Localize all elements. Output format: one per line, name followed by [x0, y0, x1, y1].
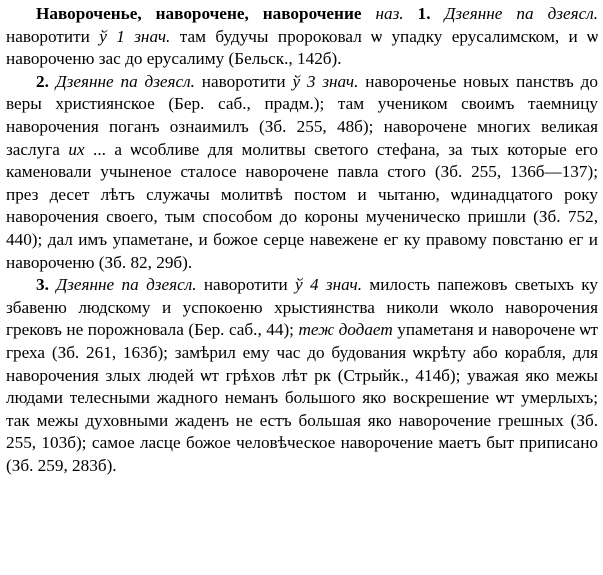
sense-1-reference: ў 1 знач. [99, 26, 171, 46]
sense-1-number: 1. [417, 4, 431, 23]
sense-2-citations-a: навороченье новых панствъ до веры християнское (Бер. саб., прадм.); там учеником своимъ таемницу наворочения поганъ ознаимилъ (Зб. 255, 48б); наворочене многих великая заслуга [6, 71, 598, 159]
sense-3-reference: ў 4 знач. [295, 275, 363, 295]
sense-2-verb: наворотити [194, 71, 293, 91]
sense-3-italic-phrase: теж додает [298, 320, 393, 340]
sense-1-verb: наворотити [6, 26, 100, 46]
sense-3-number: 3. [36, 275, 49, 295]
sense-1-citations: там будучы пророковал ѡ упадку ерусалимском, и ѡ навороченю зас до ерусалиму (Бельск., 142б). [6, 26, 598, 69]
sense-3-definition: Дзеянне па дзеясл. [56, 275, 197, 295]
sense-2-definition: Дзеянне па дзеясл. [55, 71, 195, 91]
sense-3-paragraph [6, 274, 598, 477]
part-of-speech: наз. [375, 4, 404, 23]
headword: Навороченье, наворочене, наворочение [36, 4, 362, 23]
sense-2-paragraph [6, 71, 598, 274]
dictionary-entry [6, 3, 598, 477]
sense-1-paragraph [6, 3, 598, 71]
sense-3-verb: наворотити [196, 275, 296, 295]
sense-3-citations-a: милость папежовъ светыхъ ку збавеню людскому и успокоеню хрыстиянства николи ѡколо наворочения грековъ не порожновала (Бер. саб., 44); [6, 275, 598, 340]
sense-1-definition: Дзеянне па дзеясл. [444, 4, 599, 23]
sense-2-citations-b: ... а ѡсобливе для молитвы светого стефана, за тых которые его каменовали учыненое сталосе наворочене павла стого (Зб. 255, 136б—137); през десет лѣтъ служачы молитвѣ постом и чытаню, ѡдинадцатого року наворочения своего, тым способом до короны мученическо пришли (Зб. 752, 440); дал имъ упаметане, и божое серце навежене ег ку правому повстаню ег и навороченю (Зб. 82, 29б). [6, 139, 598, 272]
sense-3-citations-b: упаметаня и наворочене ѡт греха (Зб. 261, 163б); замѣрил ему час до будования ѡкрѣту або корабля, для наворочения злых людей ѡт грѣхов лѣт рк (Стрыйк., 414б); уважая яко межы людами телесными жадного неманъ большого яко воскрешение ѡт умерлыхъ; так межы духовными жаденъ не естъ большая яко наворочение грешных (Зб. 255, 103б); самое ласце божое человѣческое наворочение маетъ быт приписано (Зб. 259, 283б). [6, 320, 598, 475]
sense-2-number: 2. [36, 71, 49, 91]
sense-2-reference: ў 3 знач. [292, 71, 359, 91]
sense-2-italic-word: их [68, 139, 85, 159]
